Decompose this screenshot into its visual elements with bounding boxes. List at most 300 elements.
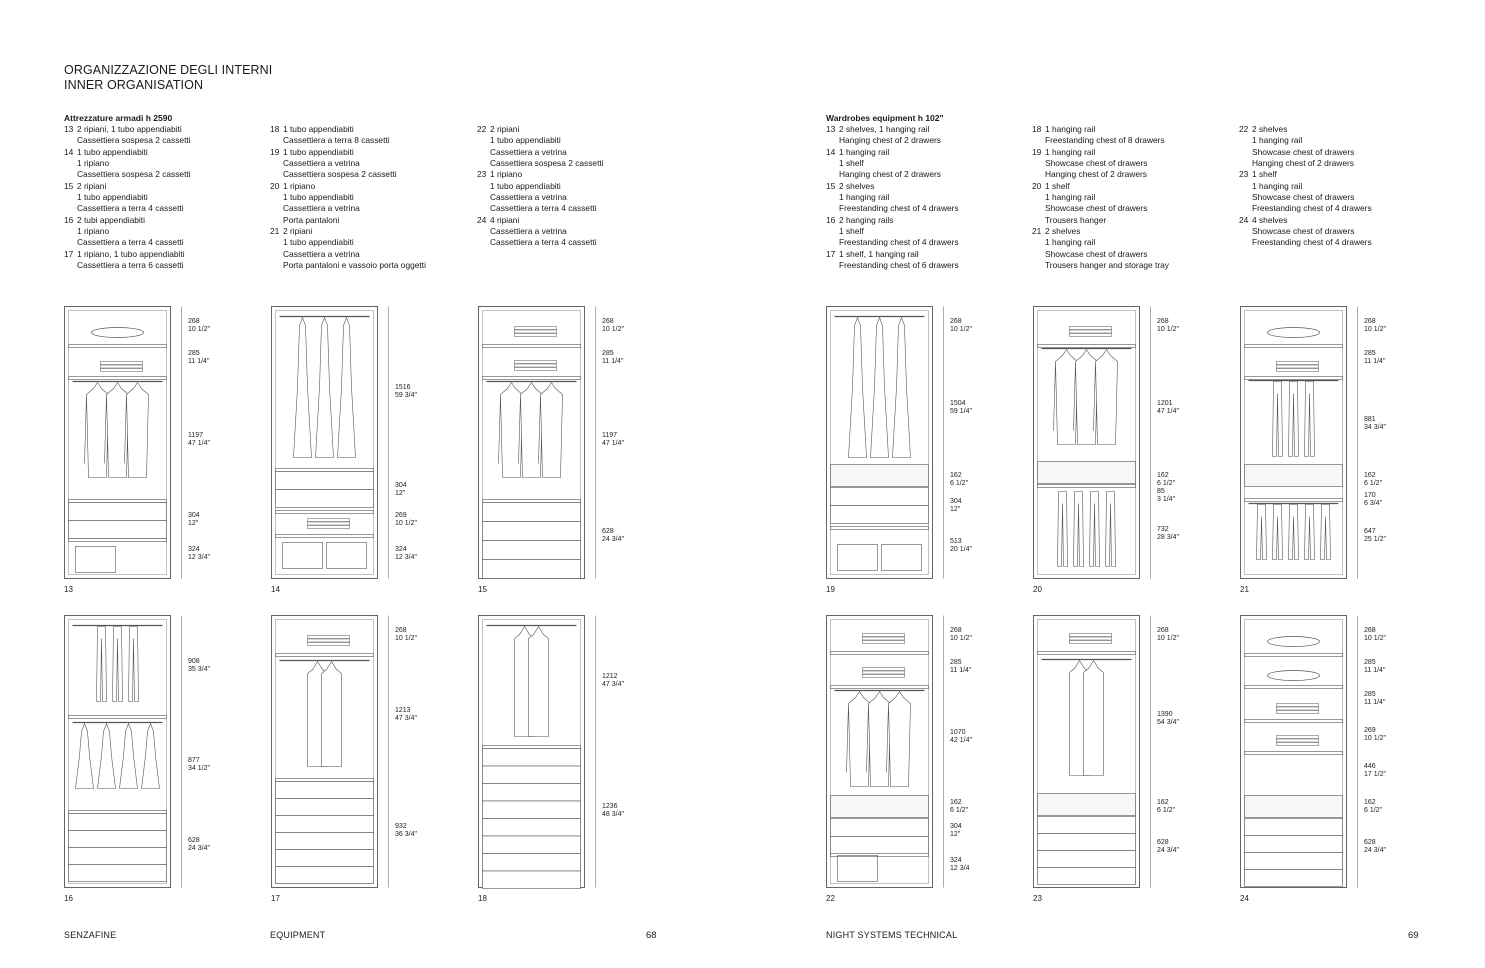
trousers (1305, 382, 1315, 457)
shirt (85, 383, 109, 478)
trousers (113, 627, 123, 702)
drawer (69, 814, 167, 831)
legend-text: Cassettiera a vetrina (283, 203, 360, 214)
legend-row (826, 249, 959, 260)
legend-number: 15 (826, 180, 836, 191)
legend-number (477, 135, 490, 146)
dimension-inch: 3 1/4" (1157, 496, 1176, 503)
legend-row (477, 181, 604, 192)
legend-text: Freestanding chest of 8 drawers (1045, 135, 1165, 146)
legend-row (477, 169, 604, 180)
dimension-mm: 268 (1364, 627, 1376, 634)
legend-column-it-3 (477, 124, 604, 249)
folded-linen (308, 639, 350, 642)
dimension-mm: 1236 (602, 803, 618, 810)
legend-number (1032, 158, 1045, 169)
dimension-mm: 732 (1157, 526, 1169, 533)
dimension-label (188, 757, 210, 773)
legend-row (1032, 215, 1169, 226)
shelf (276, 535, 374, 538)
legend-text: 1 tubo appendiabiti (490, 180, 561, 191)
legend-row (270, 158, 426, 169)
legend-text: Freestanding chest of 4 drawers (1252, 237, 1372, 248)
drawer (1245, 819, 1343, 836)
dimension-label (1157, 488, 1175, 504)
dimension-label (1157, 526, 1179, 542)
dimension-inch: 6 1/2" (1157, 480, 1176, 487)
wardrobe-diagram-15 (478, 306, 624, 594)
legend-number (1239, 135, 1252, 146)
dimension-inch: 36 3/4" (395, 831, 417, 838)
legend-number: 14 (64, 146, 74, 157)
legend-number (64, 226, 77, 237)
legend-row (1239, 192, 1372, 203)
page-number-right: 69 (1408, 930, 1419, 941)
legend-text: Cassettiera a vetrina (490, 192, 567, 203)
legend-text: 1 tubo appendiabiti (283, 124, 354, 134)
folded-linen (863, 675, 905, 678)
dimension-label (188, 546, 210, 562)
wardrobe-drawing (826, 615, 946, 889)
folded-linen (1277, 743, 1319, 746)
dimension-label (602, 803, 624, 819)
drawer (276, 850, 374, 867)
dimension-mm: 1504 (950, 400, 966, 407)
wardrobe-diagram-13 (64, 306, 210, 594)
title-line-italian: ORGANIZZAZIONE DEGLI INTERNI (64, 63, 273, 77)
legend-text: 1 hanging rail (839, 192, 890, 203)
wardrobe-group (272, 616, 389, 888)
dimension-label (1157, 839, 1179, 855)
dimension-label (1364, 318, 1386, 334)
shelf (831, 527, 929, 530)
legend-text: 2 shelves (839, 180, 875, 191)
dimension-inch: 48 3/4" (602, 811, 624, 818)
legend-number (1239, 237, 1252, 248)
drawer (1038, 851, 1136, 868)
wardrobe-group (479, 307, 596, 579)
legend-text: Showcase chest of drawers (1045, 248, 1148, 259)
dimension-mm: 268 (395, 627, 407, 634)
dimension-label (1157, 400, 1179, 416)
folded-linen (1277, 707, 1319, 710)
dimension-inch: 6 1/2" (950, 807, 969, 814)
wardrobe-diagram-23 (1033, 615, 1179, 903)
shelf (1245, 752, 1343, 755)
legend-row (64, 158, 191, 169)
legend-text: Freestanding chest of 6 drawers (839, 260, 959, 271)
dimension-mm: 628 (602, 528, 614, 535)
legend-row (477, 203, 604, 214)
dimension-inch: 47 1/4" (1157, 408, 1179, 415)
legend-text: Cassettiera a vetrina (490, 226, 567, 237)
dimension-inch: 12" (950, 831, 961, 838)
showcase-drawer (831, 465, 929, 487)
folded-linen (1070, 327, 1112, 330)
legend-text: Cassettiera a vetrina (490, 146, 567, 157)
dimension-inch: 47 3/4" (395, 715, 417, 722)
legend-number: 16 (64, 214, 74, 225)
legend-number: 18 (1032, 124, 1042, 134)
dimension-mm: 285 (188, 350, 200, 357)
legend-number (64, 158, 77, 169)
dimension-inch: 59 3/4" (395, 392, 417, 399)
dimension-label (1364, 472, 1382, 488)
wardrobe-diagram-16 (64, 615, 210, 903)
dimension-inch: 47 1/4" (602, 440, 624, 447)
shirt (867, 692, 891, 787)
legend-row (1032, 249, 1169, 260)
dimension-label (188, 837, 210, 853)
drawer (483, 836, 581, 854)
legend-number: 16 (826, 214, 836, 225)
legend-row (64, 215, 191, 226)
legend-row (1032, 192, 1169, 203)
figure-number: 17 (271, 894, 280, 903)
legend-row (826, 260, 959, 271)
dimension-label (950, 823, 962, 839)
dimension-inch: 6 1/2" (1157, 807, 1176, 814)
pillow (92, 328, 144, 338)
legend-column-en-3 (1239, 124, 1372, 249)
legend-row (826, 181, 959, 192)
folded-linen (101, 369, 143, 372)
legend-number (477, 203, 490, 214)
legend-text: Freestanding chest of 4 drawers (1252, 203, 1372, 214)
dimension-inch: 6 1/2" (950, 480, 969, 487)
dimension-inch: 12" (188, 520, 199, 527)
legend-number (1239, 181, 1252, 192)
shelf (1245, 499, 1343, 502)
legend-row (64, 226, 191, 237)
coat (1084, 661, 1104, 776)
dimension-mm: 1390 (1157, 711, 1173, 718)
legend-row (826, 215, 959, 226)
folded-linen (863, 668, 905, 671)
drawer (1245, 870, 1343, 887)
shelf (1245, 720, 1343, 723)
legend-row (64, 203, 191, 214)
trousers (1058, 492, 1068, 567)
wardrobe-drawing (64, 306, 184, 580)
legend-row (270, 237, 426, 248)
legend-text: Freestanding chest of 4 drawers (839, 237, 959, 248)
dimension-inch: 6 1/2" (1364, 480, 1383, 487)
legend-row (64, 135, 191, 146)
legend-text: 2 tubi appendiabiti (77, 214, 145, 225)
dimension-inch: 10 1/2" (395, 520, 417, 527)
wardrobe-diagram-22 (826, 615, 972, 903)
folded-linen (863, 641, 905, 644)
dimension-label (1364, 763, 1386, 779)
legend-number (64, 192, 77, 203)
shelf (1038, 485, 1136, 488)
drawer (831, 506, 929, 524)
shelf (1245, 377, 1343, 380)
legend-column-en-2 (1032, 124, 1169, 271)
legend-row (1239, 181, 1372, 192)
legend-number (1239, 192, 1252, 203)
legend-row (1239, 124, 1372, 135)
folded-linen (308, 636, 350, 639)
dimension-mm: 1197 (188, 432, 204, 439)
legend-text: 2 shelves (1252, 124, 1288, 134)
dimension-label (602, 432, 624, 448)
wardrobe-diagram-14 (271, 306, 417, 594)
drawer (483, 503, 581, 522)
figure-number: 23 (1033, 894, 1042, 903)
footer-brand: SENZAFINE (64, 930, 117, 940)
folded-linen (1277, 736, 1319, 739)
legend-row (64, 237, 191, 248)
showcase-drawer (831, 796, 929, 818)
dimension-mm: 324 (950, 857, 962, 864)
dimension-label (950, 538, 972, 554)
footer-system: NIGHT SYSTEMS TECHNICAL (826, 930, 958, 940)
legend-text: 2 shelves (1045, 226, 1081, 237)
legend-row (1032, 237, 1169, 248)
dimension-mm: 1516 (395, 384, 411, 391)
legend-text: Cassettiera sospesa 2 cassetti (77, 135, 191, 146)
dimension-inch: 10 1/2" (602, 326, 624, 333)
dimension-inch: 6 1/2" (1364, 807, 1383, 814)
drawer (831, 837, 929, 855)
long-garment (893, 318, 911, 458)
legend-row (1239, 147, 1372, 158)
legend-row (826, 169, 959, 180)
trousers (1257, 505, 1267, 560)
shelf (69, 716, 167, 719)
drawer (483, 541, 581, 560)
wardrobe-group (65, 616, 182, 888)
dimension-label (950, 857, 969, 873)
legend-column-it-2 (270, 124, 426, 271)
legend-row (270, 169, 426, 180)
dimension-inch: 12" (395, 490, 406, 497)
drawer (276, 867, 374, 884)
folded-linen (101, 365, 143, 368)
legend-text: 1 tubo appendiabiti (283, 192, 354, 203)
legend-row (64, 260, 191, 271)
dimension-mm: 881 (1364, 416, 1376, 423)
dimension-mm: 85 (1157, 488, 1165, 495)
folded-linen (863, 637, 905, 640)
dimension-mm: 647 (1364, 528, 1376, 535)
folded-linen (515, 361, 557, 364)
drawer (276, 833, 374, 850)
dimension-label (395, 384, 417, 400)
shelf (69, 811, 167, 814)
legend-text: 1 hanging rail (1045, 146, 1096, 157)
legend-text: 1 shelf (1252, 169, 1277, 180)
dimension-inch: 35 3/4" (188, 666, 210, 673)
legend-row (270, 135, 426, 146)
storage-box (76, 547, 116, 573)
legend-row (270, 181, 426, 192)
dimension-inch: 10 1/2" (1364, 326, 1386, 333)
legend-row (64, 249, 191, 260)
legend-text: 1 ripiano (490, 169, 523, 180)
figure-number: 20 (1033, 585, 1042, 594)
legend-number (1239, 226, 1252, 237)
figure-number: 21 (1240, 585, 1249, 594)
legend-number (477, 226, 490, 237)
dimension-inch: 24 3/4" (602, 536, 624, 543)
dimension-label (950, 729, 972, 745)
legend-number (1239, 158, 1252, 169)
drawer (483, 871, 581, 889)
dimension-mm: 304 (950, 498, 962, 505)
shelf (483, 377, 581, 380)
legend-number: 23 (477, 169, 487, 180)
legend-text: Cassettiera sospesa 2 cassetti (283, 169, 397, 180)
dimension-inch: 11 1/4" (1364, 667, 1386, 674)
dimension-inch: 10 1/2" (188, 326, 210, 333)
legend-number: 19 (1032, 146, 1042, 157)
wardrobe-drawing (1033, 615, 1153, 889)
dimension-mm: 268 (602, 318, 614, 325)
shelf (831, 854, 929, 857)
folded-linen (1277, 362, 1319, 365)
dimension-inch: 10 1/2" (1364, 635, 1386, 642)
wardrobe-group (1241, 307, 1358, 579)
legend-row (477, 237, 604, 248)
drawer (69, 831, 167, 848)
shelf (483, 345, 581, 348)
legend-text: 1 shelf (839, 158, 864, 169)
legend-text: 2 shelves, 1 hanging rail (839, 124, 930, 134)
wardrobe-drawing (478, 306, 598, 580)
storage-box (283, 543, 323, 569)
figure-number: 13 (64, 585, 73, 594)
legend-text: Showcase chest of drawers (1045, 203, 1148, 214)
legend-row (1032, 147, 1169, 158)
legend-number (1032, 260, 1045, 271)
dimension-label (188, 432, 210, 448)
dimension-label (602, 673, 624, 689)
figure-number: 19 (826, 585, 835, 594)
legend-text: Cassettiera sospesa 2 cassetti (77, 169, 191, 180)
dimension-inch: 34 3/4" (1364, 424, 1386, 431)
shelf (276, 654, 374, 657)
shirt (539, 383, 563, 478)
folded-linen (1070, 641, 1112, 644)
dimension-label (188, 350, 209, 366)
shelf (69, 500, 167, 503)
dimension-label (395, 546, 417, 562)
legend-number (1239, 203, 1252, 214)
wardrobe-drawing (271, 306, 391, 580)
drawer (276, 490, 374, 508)
legend-row (64, 169, 191, 180)
dimension-label (1157, 627, 1179, 643)
dimension-label (1364, 627, 1386, 643)
legend-text: 1 tubo appendiabiti (283, 237, 354, 248)
figure-number: 16 (64, 894, 73, 903)
trousers (1273, 382, 1283, 457)
legend-column-en-1 (826, 124, 959, 271)
wardrobe-diagram-20 (1033, 306, 1179, 594)
dimension-label (1364, 416, 1386, 432)
shelf (1245, 345, 1343, 348)
legend-text: Trousers hanger (1045, 214, 1107, 225)
long-garment (98, 724, 116, 789)
legend-number (477, 158, 490, 169)
legend-number: 20 (1032, 180, 1042, 191)
legend-row (1239, 237, 1372, 248)
trousers (1273, 505, 1283, 560)
legend-row (826, 237, 959, 248)
dimension-inch: 10 1/2" (1157, 326, 1179, 333)
dimension-inch: 24 3/4" (1364, 847, 1386, 854)
dimension-label (1364, 659, 1385, 675)
folded-linen (515, 364, 557, 367)
dimension-mm: 285 (1364, 350, 1376, 357)
legend-number: 21 (1032, 226, 1042, 237)
page-title (64, 63, 272, 93)
trousers (97, 627, 107, 702)
legend-row (64, 192, 191, 203)
drawer (276, 782, 374, 799)
legend-text: 1 hanging rail (1045, 192, 1096, 203)
dimension-mm: 268 (950, 318, 962, 325)
legend-row (477, 158, 604, 169)
legend-number: 19 (270, 146, 280, 157)
showcase-drawer (1245, 796, 1343, 818)
drawer (483, 819, 581, 837)
legend-text: Cassettiera a vetrina (283, 158, 360, 169)
legend-row (1239, 169, 1372, 180)
dimension-inch: 11 1/4" (1364, 358, 1386, 365)
legend-text: 2 hanging rails (839, 214, 894, 225)
dimension-label (950, 472, 968, 488)
legend-text: 1 shelf (839, 226, 864, 237)
page-number-left: 68 (646, 930, 657, 941)
legend-text: Cassettiera a terra 4 cassetti (490, 203, 597, 214)
shelf (276, 469, 374, 472)
dimension-inch: 42 1/4" (950, 737, 972, 744)
legend-number: 24 (1239, 214, 1249, 225)
dimension-mm: 628 (188, 837, 200, 844)
drawer (69, 521, 167, 539)
legend-text: Cassettiera a terra 8 cassetti (283, 135, 390, 146)
legend-number: 20 (270, 180, 280, 191)
legend-row (477, 192, 604, 203)
legend-number (1032, 215, 1045, 226)
drawer (483, 560, 581, 579)
legend-text: Cassettiera a vetrina (283, 248, 360, 259)
legend-row (826, 158, 959, 169)
dimension-mm: 162 (1364, 799, 1376, 806)
dimension-inch: 47 1/4" (188, 440, 210, 447)
legend-row (477, 226, 604, 237)
storage-box (838, 856, 878, 882)
shirt (1074, 350, 1098, 445)
drawer (483, 784, 581, 802)
dimension-mm: 1213 (395, 707, 411, 714)
drawer (483, 801, 581, 819)
trousers (1321, 505, 1331, 560)
long-garment (871, 318, 889, 458)
legend-text: 1 ripiano, 1 tubo appendiabiti (77, 248, 185, 259)
dimension-mm: 268 (1157, 627, 1169, 634)
legend-text: Hanging chest of 2 drawers (1252, 158, 1354, 169)
figure-number: 22 (826, 894, 835, 903)
drawer (69, 865, 167, 882)
legend-text: Cassettiera a terra 4 cassetti (77, 203, 184, 214)
coat (529, 627, 549, 737)
folded-linen (515, 368, 557, 371)
